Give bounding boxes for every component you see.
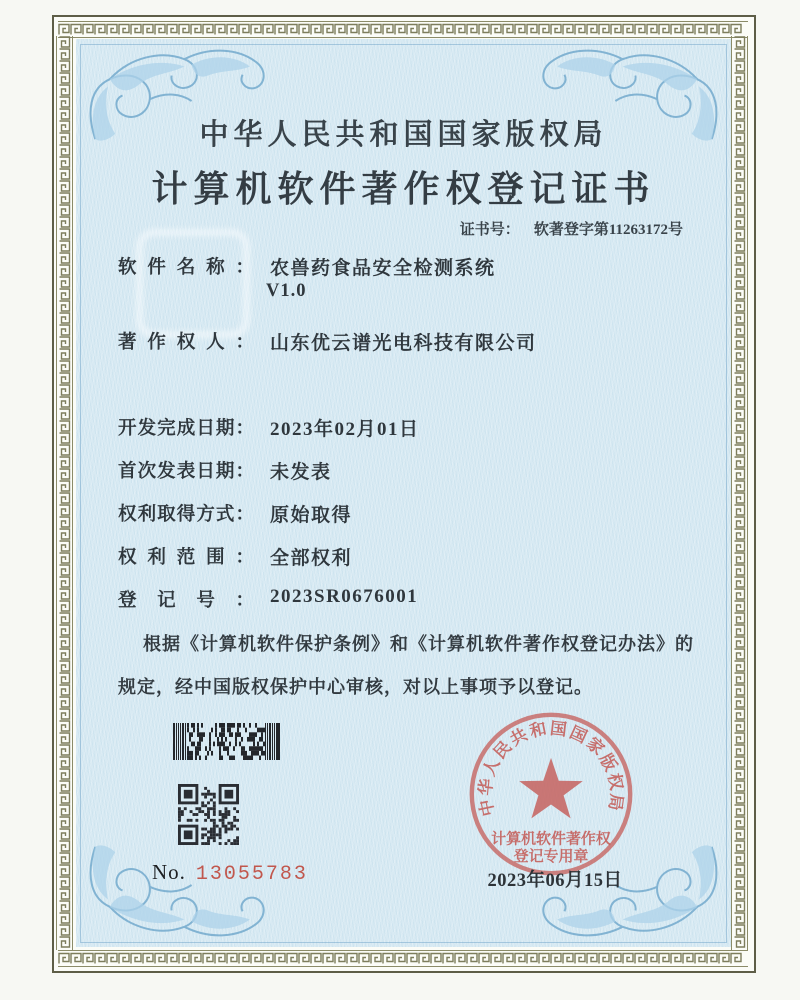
field-label: 软件名称： (118, 258, 254, 278)
field-label: 首次发表日期： (118, 462, 254, 482)
field-software-version: V1.0 (266, 281, 307, 301)
field-label: 著作权人： (118, 333, 254, 353)
issue-date: 2023年06月15日 (487, 871, 623, 891)
field-copyright-owner (118, 328, 537, 355)
greek-key-border-right (731, 36, 748, 950)
field-rights-acquisition (118, 500, 352, 527)
field-registration-number (118, 586, 418, 612)
barcode (173, 723, 280, 760)
field-rights-scope (118, 543, 352, 570)
field-label: 开发完成日期： (118, 419, 254, 439)
field-value: 全部权利 (270, 548, 353, 569)
certificate-body (76, 39, 731, 947)
certificate-number-value: 软著登字第11263172号 (533, 222, 683, 238)
field-value: 原始取得 (270, 505, 353, 526)
statement-line-1: 根据《计算机软件保护条例》和《计算机软件著作权登记办法》的 (143, 634, 694, 654)
seal-text-line2: 登记专用章 (513, 848, 589, 865)
greek-key-border-bottom (58, 950, 748, 967)
field-completion-date (118, 414, 420, 441)
field-value: 未发表 (270, 462, 332, 483)
field-software-name (118, 253, 496, 280)
field-label: 登记号： (118, 591, 254, 611)
statement-line-2: 规定，经中国版权保护中心审核，对以上事项予以登记。 (118, 677, 593, 697)
greek-key-border-left (56, 36, 73, 950)
field-value: 山东优云谱光电科技有限公司 (270, 333, 537, 354)
field-value: 2023SR0676001 (270, 586, 419, 607)
certificate-title: 计算机软件著作权登记证书 (151, 169, 656, 209)
seal-text-line1: 计算机软件著作权 (491, 831, 611, 848)
field-value: 2023年02月01日 (270, 419, 420, 440)
certificate-number (460, 218, 683, 239)
field-label: 权利取得方式： (118, 505, 254, 525)
serial-number (152, 860, 308, 886)
serial-digits: 13055783 (195, 863, 308, 886)
field-value: 农兽药食品安全检测系统 (270, 258, 496, 279)
greek-key-border-top (58, 21, 748, 38)
seal-ring-text: 中华人民共和国国家版权局 (475, 718, 627, 818)
field-label: 权利范围： (118, 548, 254, 568)
star-icon (519, 758, 583, 818)
certificate-number-label: 证书号： (459, 222, 520, 238)
field-first-publication-date (118, 457, 332, 484)
serial-prefix: No. (152, 860, 186, 884)
authority-name: 中华人民共和国国家版权局 (199, 119, 608, 151)
embossed-seal-ghost (136, 229, 250, 338)
qr-code (178, 784, 239, 845)
official-seal (463, 706, 639, 882)
